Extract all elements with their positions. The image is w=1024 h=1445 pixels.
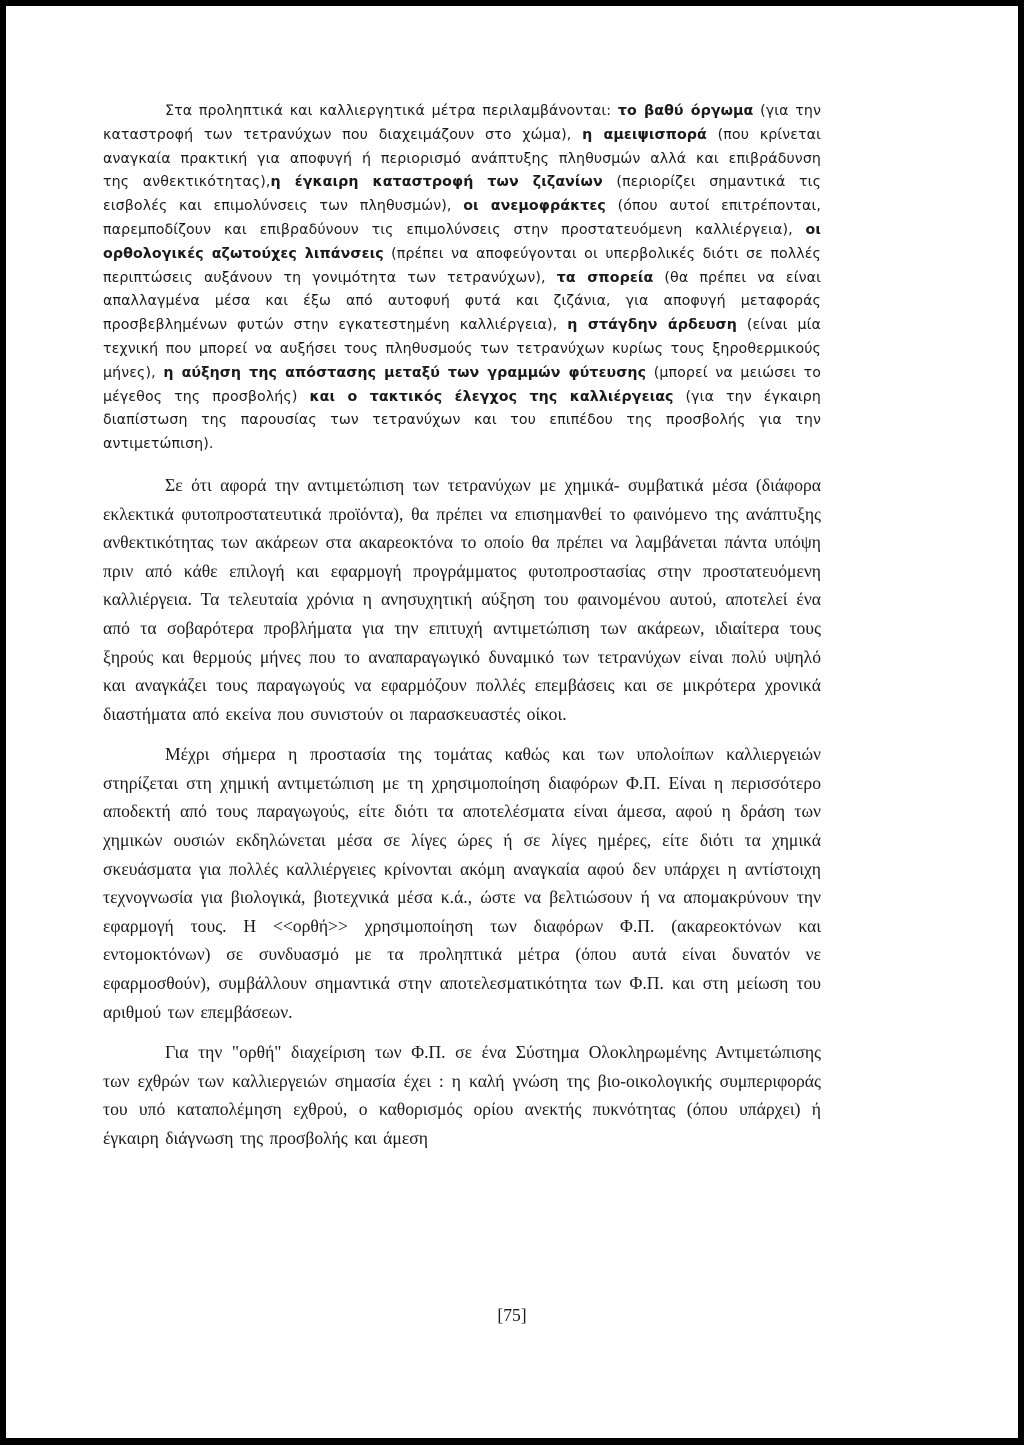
text-segment: Στα προληπτικά και καλλιεργητικά μέτρα περιλαμβάνονται:	[165, 103, 618, 119]
text-segment: Μέχρι σήμερα η προστασία της τομάτας καθώς και των υπολοίπων καλλιεργειών στηρίζεται στη χημική αντιμετώπιση με τη χρησιμοποίηση διαφόρων Φ.Π. Είναι η περισσότερο αποδεκτή από τους παραγωγούς, είτε διότι τα αποτελέσματα είναι άμεσα, αφού η δράση των χημικών ουσιών εκδηλώνεται μέσα σε λίγες ώρες ή σε λίγες ημέρες, είτε διότι τα χημικά σκευάσματα για πολλές καλλιέργειες κρίνονται ακόμη αναγκαία αφού δεν υπάρχει η αντίστοιχη τεχνογνωσία για βιολογικά, βιοτεχνικά μέσα κ.ά., ώστε να βελτιώσουν ή να απομακρύνουν την εφαρμογή τους. Η <<ορθή>> χρησιμοποίηση των διαφόρων Φ.Π. (ακαρεοκτόνων και εντομοκτόνων) σε συνδυασμό με τα προληπτικά μέτρα (όπου αυτά είναι δυνατόν νε εφαρμοσθούν), συμβάλλουν σημαντικά στην αποτελεσματικότητα των Φ.Π. και στη μείωση του αριθμού των επεμβάσεων.	[103, 744, 821, 1022]
text-segment: (είναι μία τεχνική που μπορεί να αυξήσει τους πληθυσμούς των τετρανύχων κυρίως τους ξηροθερμικούς μήνες),	[103, 317, 821, 381]
bold-text-segment: και ο τακτικός έλεγχος της καλλιέργειας	[309, 388, 674, 405]
bold-text-segment: η αύξηση της απόστασης μεταξύ των γραμμών φύτευσης	[163, 364, 647, 381]
text-segment: Για την "ορθή" διαχείριση των Φ.Π. σε ένα Σύστημα Ολοκληρωμένης Αντιμετώπισης των εχθρών των καλλιεργειών σημασία έχει : η καλή γνώση της βιο-οικολογικής συμπεριφοράς του υπό καταπολέμηση εχθρού, ο καθορισμός ορίου ανεκτής πυκνότητας (όπου υπάρχει) ή έγκαιρη διάγνωση της προσβολής και άμεση	[103, 1042, 821, 1149]
text-segment: Σε ότι αφορά την αντιμετώπιση των τετρανύχων με χημικά- συμβατικά μέσα (διάφορα εκλεκτικά φυτοπροστατευτικά προϊόντα), θα πρέπει να επισημανθεί το φαινόμενο της ανάπτυξης ανθεκτικότητας των ακάρεων στα ακαρεοκτόνα το οποίο θα πρέπει να λαμβάνεται πάντα υπόψη πριν από κάθε επιλογή και εφαρμογή προγράμματος φυτοπροστασίας στην προστατευόμενη καλλιέργεια. Τα τελευταία χρόνια η ανησυχητική αύξηση του φαινομένου αυτού, αποτελεί ένα από τα σοβαρότερα προβλήματα για την επιτυχή αντιμετώπιση των ακάρεων, ιδιαίτερα τους ξηρούς και θερμούς μήνες που το αναπαραγωγικό δυναμικό των τετρανύχων είναι πολύ υψηλό και αναγκάζει τους παραγωγούς να εφαρμόζουν πολλές επεμβάσεις και σε μικρότερα χρονικά διαστήματα από εκείνα που συνιστούν οι παρασκευαστές οίκοι.	[103, 474, 821, 724]
text-segment: (όπου αυτοί επιτρέπονται, παρεμποδίζουν και επιβραδύνουν τις επιμολύνσεις στην προστατευόμενη καλλιέργεια),	[103, 198, 822, 238]
paragraph-tomato-protection	[103, 740, 821, 1026]
bold-text-segment: η έγκαιρη καταστροφή των ζιζανίων	[270, 174, 603, 191]
page-number: [75]	[497, 1305, 527, 1325]
text-segment: (που κρίνεται αναγκαία πρακτική για αποφυγή ή περιορισμό ανάπτυξης πληθυσμών αλλά και επιβράδυνση της ανθεκτικότητας),	[103, 126, 822, 191]
paragraph-chemical-control	[103, 471, 821, 728]
bold-text-segment: το βαθύ όργωμα	[617, 103, 754, 119]
bold-text-segment: η αμειψισπορά	[582, 126, 707, 143]
bold-text-segment: η στάγδην άρδευση	[567, 317, 737, 334]
text-segment: (για την έγκαιρη διαπίστωση της παρουσίας των τετρανύχων και του επιπέδου της προσβολής για την αντιμετώπιση).	[103, 388, 821, 453]
paragraph-preventive-measures	[103, 100, 821, 457]
document-body	[103, 100, 821, 1153]
bold-text-segment: τα σπορεία	[556, 269, 654, 286]
paragraph-integrated-management	[103, 1038, 821, 1152]
bold-text-segment: οι ορθολογικές αζωτούχες λιπάνσεις	[103, 221, 821, 262]
text-segment: (περιορίζει σημαντικά τις εισβολές και επιμολύνσεις των πληθυσμών),	[103, 174, 821, 215]
bold-text-segment: οι ανεμοφράκτες	[463, 198, 606, 215]
text-segment: (θα πρέπει να είναι απαλλαγμένα μέσα και έξω από αυτοφυή φυτά και ζιζάνια, για αποφυγή μεταφοράς προσβεβλημένων φυτών στην εγκατεστημένη καλλιέργεια),	[103, 269, 821, 334]
text-segment: (για την καταστροφή των τετρανύχων που διαχειμάζουν στο χώμα),	[103, 103, 821, 143]
text-segment: (μπορεί να μειώσει το μέγεθος της προσβολής)	[103, 364, 822, 405]
text-segment: (πρέπει να αποφεύγονται οι υπερβολικές διότι σε πολλές περιπτώσεις αυξάνουν τη γονιμότητα των τετρανύχων),	[103, 245, 821, 286]
